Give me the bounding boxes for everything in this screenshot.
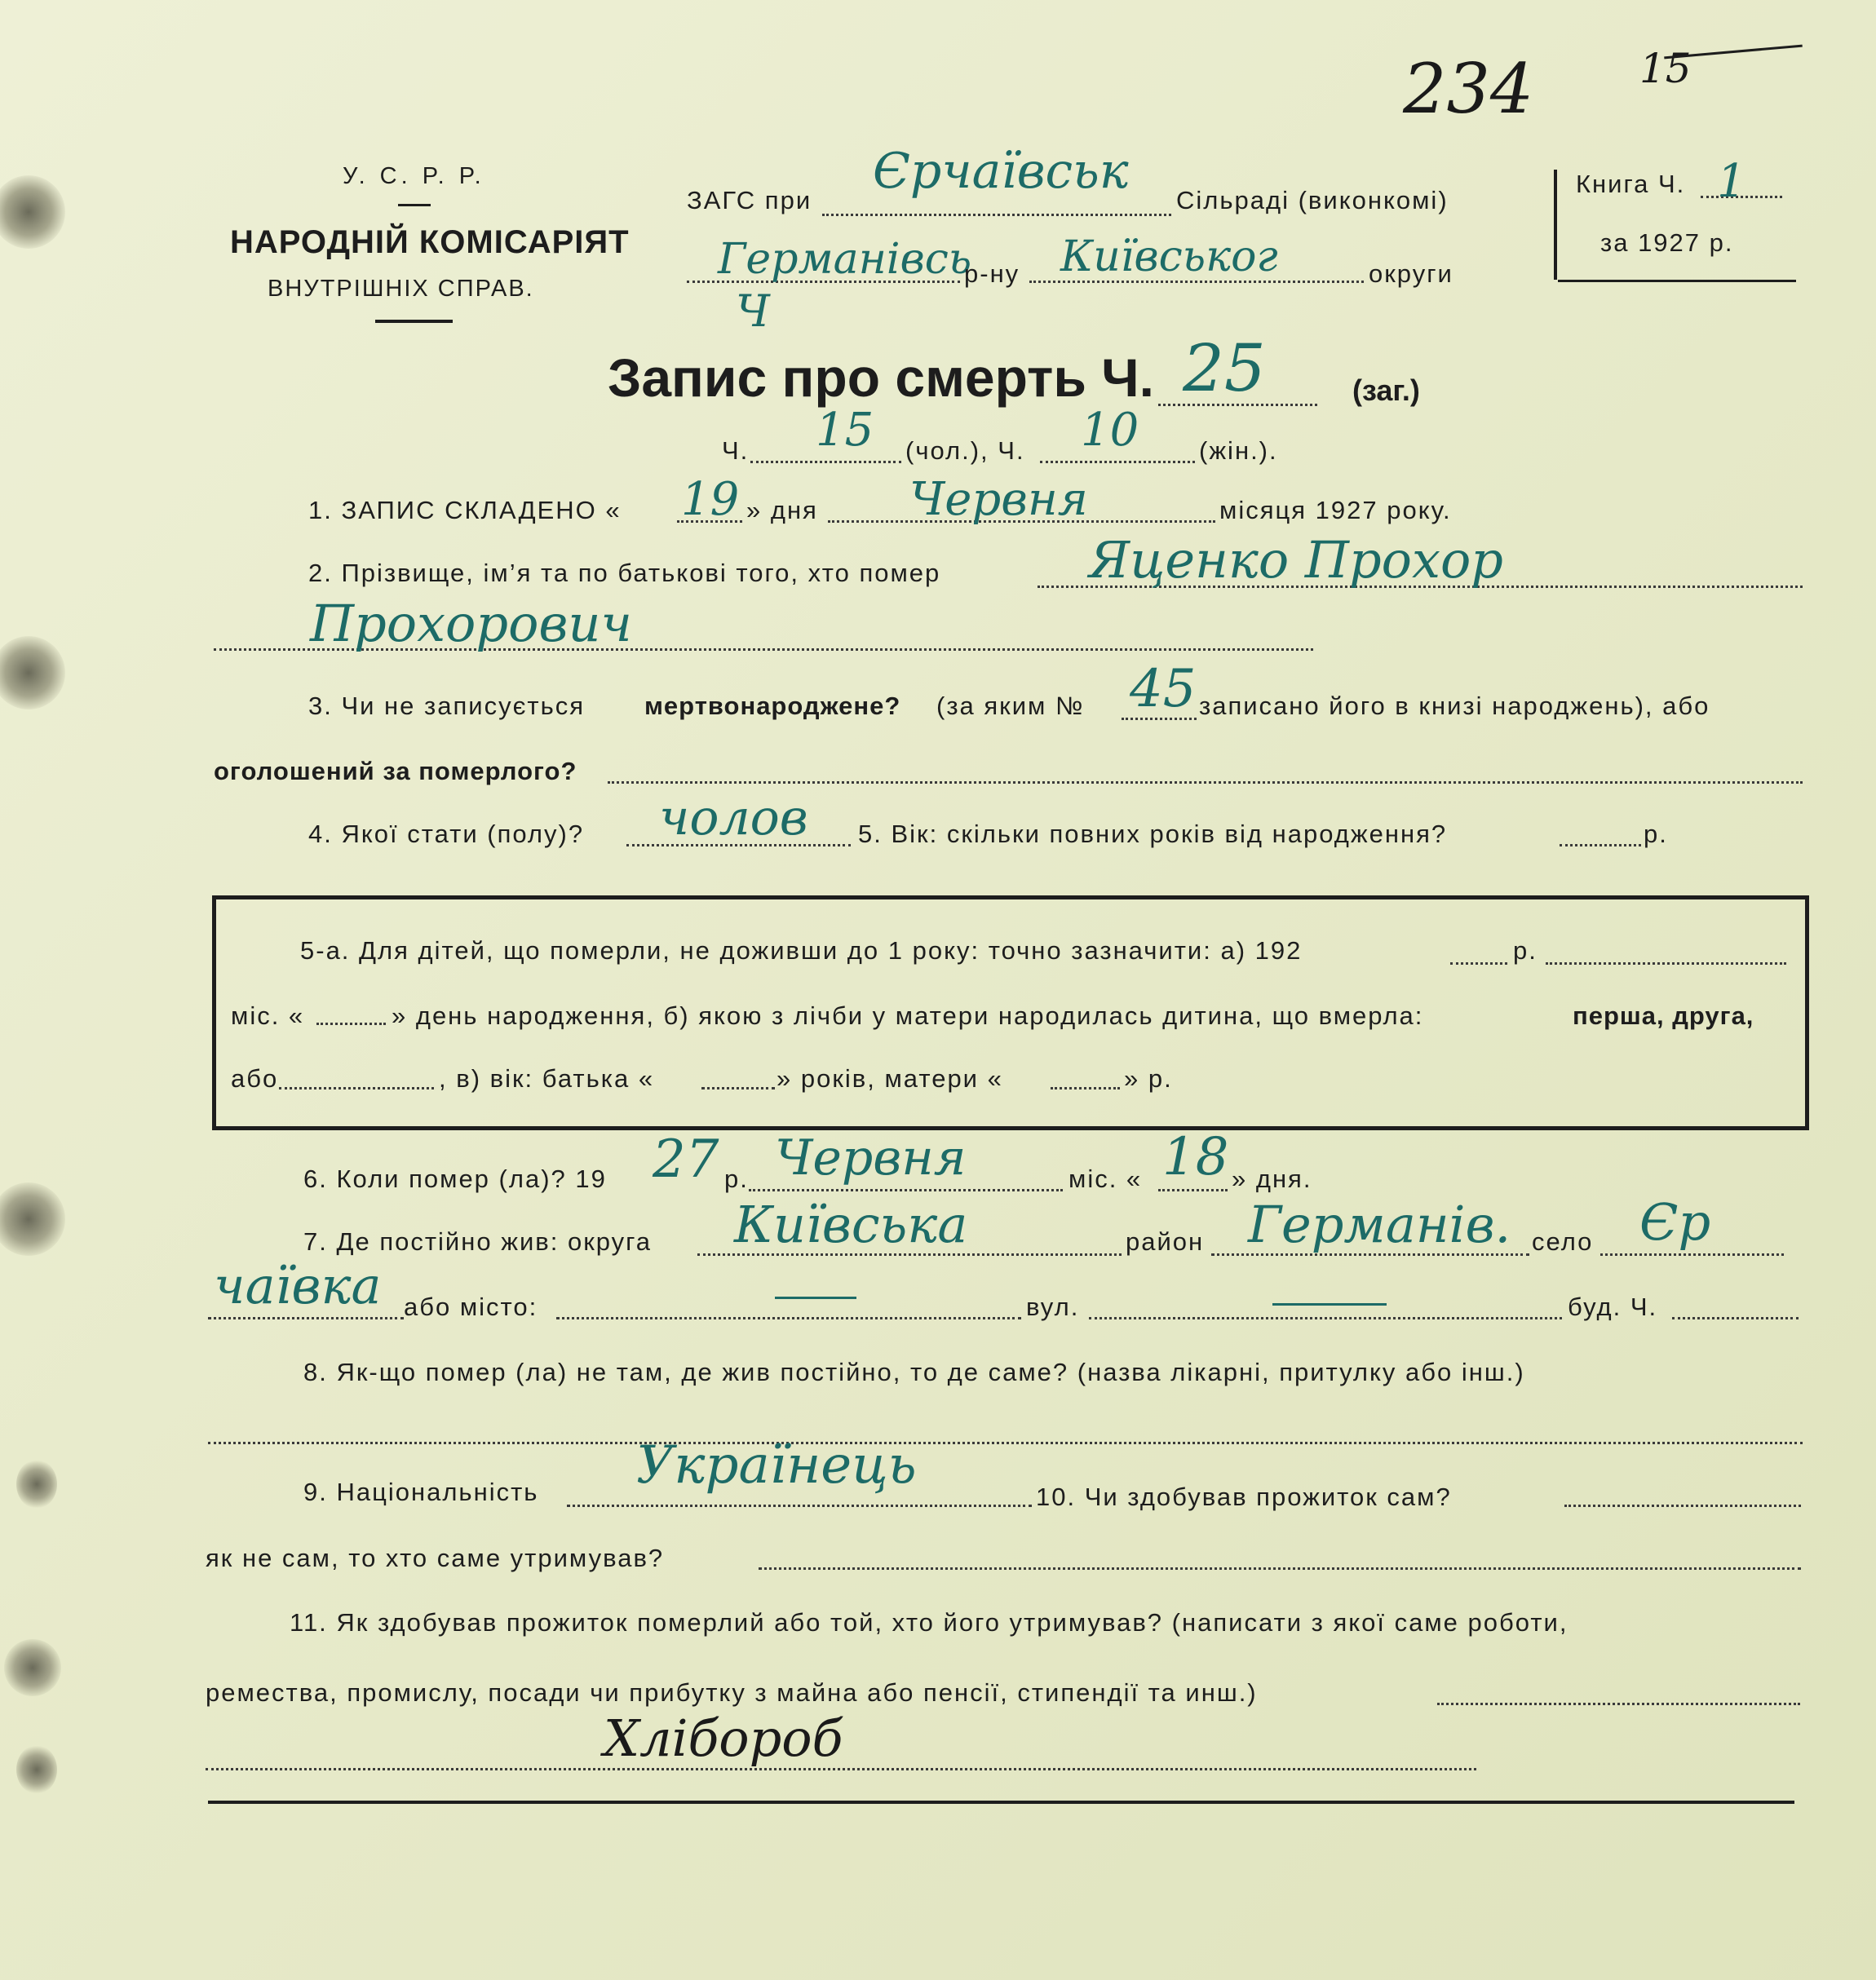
q6-month-value: Червня	[775, 1129, 967, 1187]
commissariat-subtitle: ВНУТРІШНІХ СПРАВ.	[268, 276, 534, 302]
q5a-label-a: 5-а. Для дітей, що померли, не доживши до 1 року: точно зазначити: а) 192	[300, 936, 1303, 965]
q5a-mother-age-field[interactable]	[1051, 1087, 1120, 1089]
q8-label: 8. Як-що помер (ла) не там, де жив постійно, то де саме? (назва лікарні, притулку або інш.)	[303, 1358, 1525, 1386]
commissariat-title: НАРОДНІЙ КОМІСАРІЯТ	[230, 224, 630, 260]
q2-value-line1: Яценко Прохор	[1089, 530, 1503, 590]
q6-year-unit: р.	[724, 1165, 749, 1193]
q5a-label-b: міс. «	[231, 1001, 305, 1030]
village-council-value: Єрчаївськ	[873, 143, 1129, 200]
q5a-month-field[interactable]	[1546, 962, 1786, 965]
q7-house-label: буд. Ч.	[1568, 1293, 1658, 1321]
margin-note: Ч	[736, 285, 770, 337]
q1-day-value: 19	[681, 473, 740, 526]
q3-stillborn-label: мертвонароджене?	[644, 692, 901, 720]
q10-followup-label: як не сам, то хто саме утримував?	[206, 1544, 665, 1572]
q10-followup-field[interactable]	[759, 1567, 1801, 1570]
punch-hole	[0, 175, 65, 249]
q7-village-field[interactable]	[1600, 1253, 1784, 1256]
zags-label: ЗАГС при	[687, 186, 812, 214]
district-label: р-ну	[964, 259, 1020, 288]
q3-declared-dead-label: оголошений за померлого?	[214, 757, 577, 785]
male-label: (чол.), Ч.	[905, 436, 1025, 465]
q7-village-value-end: чаївка	[214, 1256, 382, 1315]
q5a-day-field[interactable]	[316, 1023, 386, 1025]
punch-hole	[0, 636, 65, 709]
q4-label: 4. Якої стати (полу)?	[308, 820, 585, 848]
q5a-label-c: » день народження, б) якою з лічби у матери народилась дитина, що вмерла:	[392, 1001, 1424, 1030]
q5-unit: р.	[1644, 820, 1668, 848]
punch-hole	[16, 1460, 57, 1509]
q5a-label-d: або	[231, 1064, 279, 1093]
q6-year-value: 27	[653, 1129, 719, 1190]
q6-day-value: 18	[1162, 1127, 1229, 1187]
q7-district-label: район	[1126, 1227, 1205, 1256]
q7-label: 7. Де постійно жив: округа	[303, 1227, 653, 1256]
q9-value: Українець	[636, 1435, 917, 1496]
q7-okruha-value: Київська	[734, 1195, 968, 1254]
q7-city-label: або місто:	[404, 1293, 538, 1321]
q7-city-dash	[775, 1297, 856, 1299]
book-year: за 1927 р.	[1600, 228, 1734, 257]
q5a-father-age-field[interactable]	[701, 1087, 775, 1089]
record-total-label: (заг.)	[1352, 373, 1420, 407]
q11-value: Хлібороб	[604, 1708, 843, 1768]
q5a-label-g: » р.	[1124, 1064, 1173, 1093]
q7-village-value-start: Єр	[1639, 1192, 1711, 1252]
q1-year-label: місяця 1927 року.	[1219, 496, 1452, 524]
q9-field[interactable]	[567, 1505, 1032, 1507]
q5-field[interactable]	[1560, 844, 1641, 846]
punch-hole	[16, 1745, 57, 1794]
book-number-label: Книга Ч.	[1576, 170, 1686, 198]
q7-house-field[interactable]	[1672, 1317, 1799, 1319]
q11-label-continued: ремества, промислу, посади чи прибутку з майна або пенсії, стипендії та инш.)	[206, 1678, 1258, 1707]
q3-declared-field[interactable]	[608, 781, 1803, 784]
q2-value-line2: Прохорович	[310, 594, 632, 653]
q11-field[interactable]	[1437, 1703, 1800, 1705]
q2-label: 2. Прізвище, ім’я та по батькові того, хто помер	[308, 559, 941, 587]
village-council-field[interactable]	[822, 214, 1171, 216]
republic-label: У. С. Р. Р.	[343, 163, 485, 189]
q7-street-dash	[1272, 1303, 1387, 1306]
archive-page-number: 234	[1403, 49, 1534, 129]
q3-number-value: 45	[1130, 659, 1197, 719]
q9-label: 9. Національність	[303, 1478, 539, 1506]
q6-month-field[interactable]	[749, 1189, 1063, 1191]
okruha-value: Київськог	[1060, 232, 1278, 281]
book-box-border	[1558, 280, 1796, 282]
punch-hole	[0, 1182, 65, 1256]
village-council-label: Сільраді (виконкомі)	[1176, 186, 1449, 214]
q10-field[interactable]	[1564, 1505, 1801, 1507]
q1-day-label: » дня	[746, 496, 818, 524]
district-value: Германівсь	[718, 235, 972, 284]
book-box-border	[1554, 170, 1557, 280]
q7-street-field[interactable]	[1089, 1317, 1562, 1319]
q3-label-c: записано його в книзі народжень), або	[1199, 692, 1710, 720]
punch-hole	[4, 1639, 61, 1696]
header-divider	[398, 204, 431, 206]
q5a-label-f: » років, матери «	[777, 1064, 1003, 1093]
q10-label: 10. Чи здобував прожиток сам?	[1036, 1483, 1452, 1511]
q6-day-label: » дня.	[1232, 1165, 1312, 1193]
book-number-value: 1	[1717, 155, 1746, 208]
okruha-label: округи	[1369, 259, 1453, 288]
q7-street-label: вул.	[1026, 1293, 1080, 1321]
male-number-label: Ч.	[722, 436, 750, 465]
q7-city-field[interactable]	[556, 1317, 1021, 1319]
record-title: Запис про смерть Ч.	[608, 347, 1154, 408]
q7-village-label: село	[1532, 1227, 1594, 1256]
q6-label: 6. Коли помер (ла)? 19	[303, 1165, 607, 1193]
archive-sheet-number: 15	[1639, 45, 1692, 92]
male-number-value: 15	[816, 404, 874, 457]
female-number-field[interactable]	[1040, 461, 1195, 463]
q7-village-field-continued[interactable]	[208, 1317, 404, 1319]
q5-label: 5. Вік: скільки повних років від народження?	[858, 820, 1448, 848]
q5a-year-unit: р.	[1513, 936, 1538, 965]
q7-district-value: Германів.	[1248, 1195, 1511, 1254]
q1-month-value: Червня	[909, 473, 1088, 526]
q11-label: 11. Як здобував прожиток померлий або той, хто його утримував? (написати з якої саме роботи,	[290, 1608, 1568, 1637]
q4-value: чолов	[659, 789, 808, 846]
q1-label: 1. ЗАПИС СКЛАДЕНО «	[308, 496, 622, 524]
female-label: (жін.).	[1199, 436, 1278, 465]
q3-label-b: (за яким №	[936, 692, 1085, 720]
header-divider	[375, 320, 453, 323]
q5a-order-options: перша, друга,	[1573, 1001, 1754, 1030]
male-number-field[interactable]	[750, 461, 901, 463]
record-number-value: 25	[1183, 330, 1266, 406]
q8-field[interactable]	[208, 1442, 1803, 1444]
q5a-year-field[interactable]	[1450, 962, 1507, 965]
q6-day-field[interactable]	[1158, 1189, 1228, 1191]
q3-label-a: 3. Чи не записується	[308, 692, 586, 720]
female-number-value: 10	[1081, 404, 1139, 457]
q5a-label-e: , в) вік: батька «	[439, 1064, 655, 1093]
q5a-order-field[interactable]	[279, 1087, 434, 1089]
q11-field-continued[interactable]	[206, 1768, 1476, 1770]
q6-month-label: міс. «	[1069, 1165, 1143, 1193]
closing-rule	[208, 1801, 1794, 1804]
